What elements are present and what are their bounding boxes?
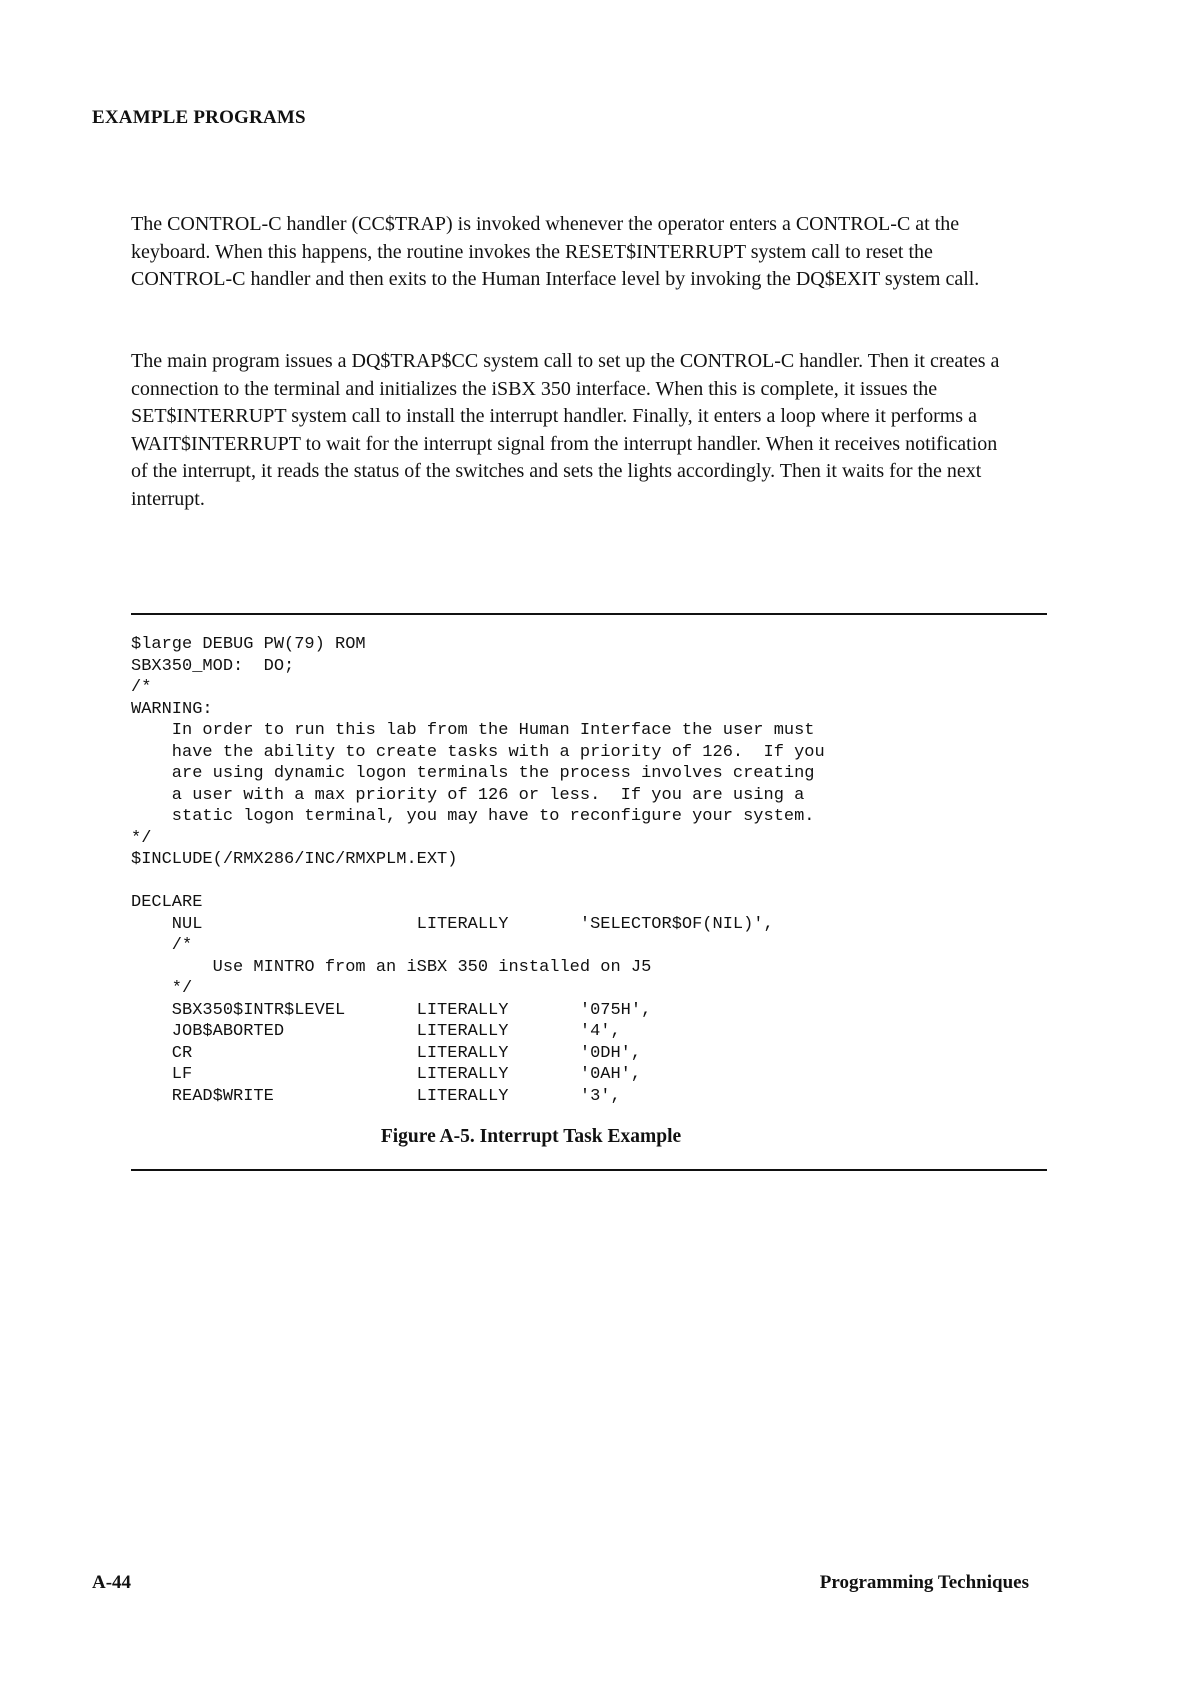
chapter-title: Programming Techniques [819,1572,1029,1593]
code-listing-header: $large DEBUG PW(79) ROM SBX350_MOD: DO; /* WARNING: In order to run this lab from the Human Interface the user must have the ability to create tasks with a priority of 126. If you are using dynamic logon terminals the process involves creating a user with a max priority of 126 or less. If you are using a static logon terminal, you may have to reconfigure your system. */ $INCLUDE(/RMX286/INC/RMXPLM.EXT) [131,635,825,869]
figure-caption: Figure A-5. Interrupt Task Example [380,1126,682,1147]
page-number: A-44 [92,1572,132,1593]
body-paragraph-2: The main program issues a DQ$TRAP$CC system call to set up the CONTROL-C handler. Then it creates a connection to the terminal and initializes the iSBX 350 interface. When this is complete, it issues the SET$INTERRUPT system call to install the interrupt handler. Finally, it enters a loop where it performs a WAIT$INTERRUPT to wait for the interrupt signal from the interrupt handler. When it receives notification of the interrupt, it reads the status of the switches and sets the lights accordingly. Then it waits for the next interrupt. [131,350,1000,510]
figure-bottom-rule [131,1169,1047,1171]
figure-a5 [131,634,1047,1147]
section-header: EXAMPLE PROGRAMS [92,107,306,128]
figure-top-rule [131,613,1047,615]
code-listing-declare: DECLARE NUL LITERALLY 'SELECTOR$OF(NIL)', /* Use MINTRO from an iSBX 350 installed on J5 */ SBX350$INTR$LEVEL LITERALLY '075H', JOB$ABORTED LITERALLY '4', CR LITERALLY '0DH', LF LITERALLY '0AH', READ$WRITE LITERALLY '3', [131,893,774,1106]
body-paragraph-1: The CONTROL-C handler (CC$TRAP) is invoked whenever the operator enters a CONTROL-C at the keyboard. When this happens, the routine invokes the RESET$INTERRUPT system call to reset the CONTROL-C handler and then exits to the Human Interface level by invoking the DQ$EXIT system call. [131,213,980,290]
code-blank-line [131,871,1047,893]
